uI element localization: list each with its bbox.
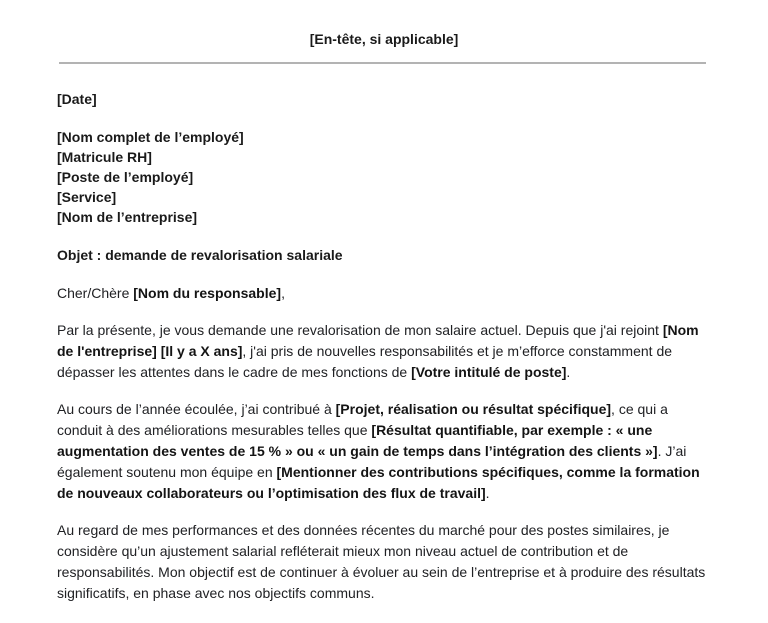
text-segment: Par la présente, je vous demande une revalorisation de mon salaire actuel. Depuis que j'ai rejoint: [57, 322, 663, 338]
text-segment: , ce qui a conduit à des améliorations mesurables telles que: [57, 401, 668, 438]
placeholder-bold-segment: [Mentionner des contributions spécifiques, comme la formation de nouveaux collaborateurs ou l’optimisation des flux de travail]: [57, 464, 700, 501]
recipient-block: [57, 127, 707, 227]
recipient-line: [Nom de l’entreprise]: [57, 209, 198, 225]
recipient-line: [Poste de l’employé]: [57, 169, 194, 185]
placeholder-bold-segment: [Nom de l'entreprise] [Il y a X ans]: [57, 322, 699, 359]
recipient-line: [Nom complet de l’employé]: [57, 129, 244, 145]
text-segment: Au regard de mes performances et des données récentes du marché pour des postes similaires, je considère qu’un ajustement salarial refléterait mieux mon niveau actuel de contribution et de responsabilités. Mon objectif est de continuer à évoluer au sein de l’entreprise et à produire des résultats significatifs, en phase avec nos objectifs communs.: [57, 522, 706, 601]
placeholder-bold-segment: [Résultat quantifiable, par exemple : « une augmentation des ventes de 15 % » ou « un gain de temps dans l’intégration des clients »]: [57, 422, 658, 459]
text-segment: Au cours de l’année écoulée, j’ai contribué à: [57, 401, 336, 417]
placeholder-bold-segment: [Nom du responsable]: [133, 285, 282, 301]
placeholder-bold-segment: [Votre intitulé de poste]: [411, 364, 567, 380]
paragraph-achievements: [57, 399, 707, 504]
recipient-line: [Service]: [57, 189, 117, 205]
text-segment: ,: [281, 285, 285, 301]
placeholder-bold-segment: [Projet, réalisation ou résultat spécifique]: [335, 401, 612, 417]
letter-header-placeholder: [En-tête, si applicable]: [309, 31, 459, 47]
recipient-line: [Matricule RH]: [57, 149, 152, 165]
salutation-line: [57, 283, 707, 304]
text-segment: , j'ai pris de nouvelles responsabilités et je m’efforce constamment de dépasser les attentes dans le cadre de mes fonctions de: [57, 343, 673, 380]
letter-body: [0, 89, 768, 604]
header-divider: [59, 62, 706, 64]
text-segment: .: [566, 364, 571, 380]
text-segment: .: [485, 485, 490, 501]
paragraph-intro: [57, 320, 707, 383]
date-placeholder: [Date]: [57, 91, 97, 107]
paragraph-justification: [57, 520, 707, 604]
subject-line: Objet : demande de revalorisation salariale: [57, 247, 343, 263]
text-segment: . J’ai également soutenu mon équipe en: [57, 443, 687, 480]
text-segment: Cher/Chère: [57, 285, 134, 301]
